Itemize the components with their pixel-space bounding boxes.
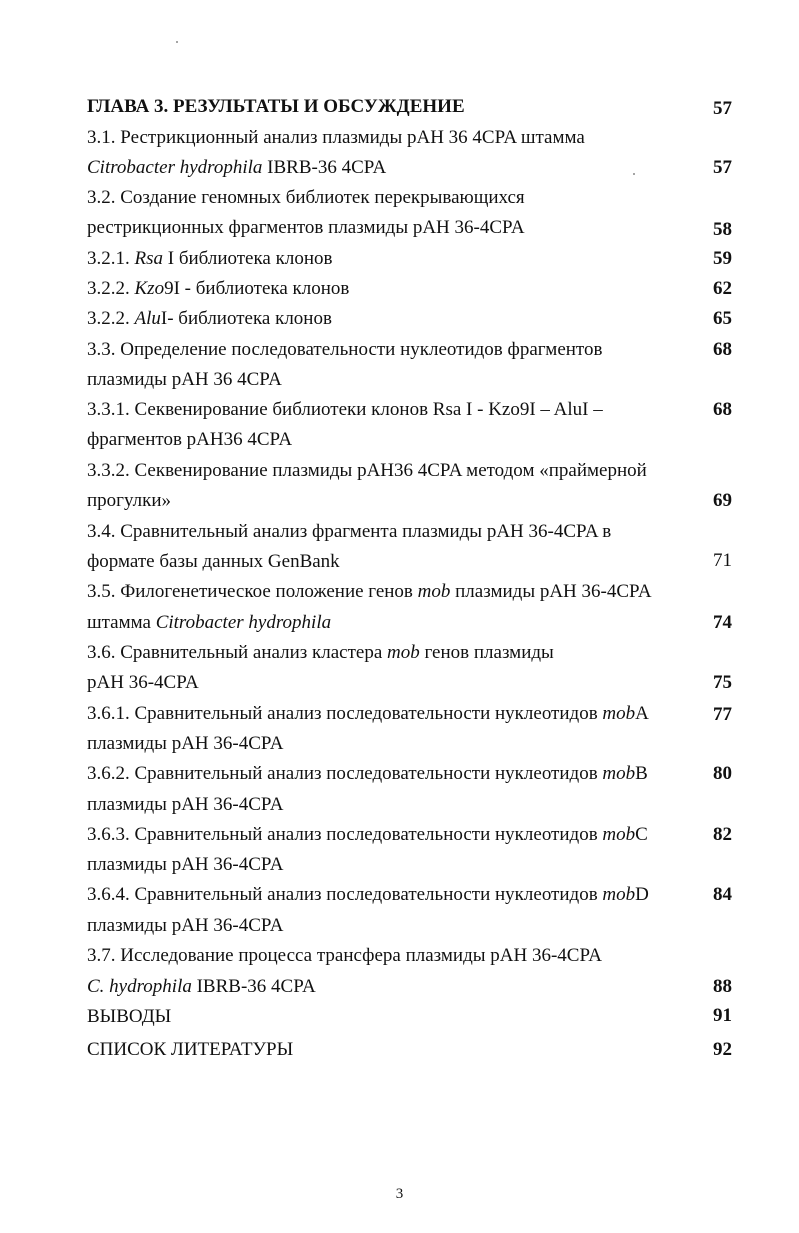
toc-page-number: 62 (713, 278, 732, 299)
toc-entry-text (87, 671, 687, 695)
toc-entry-text (87, 307, 687, 331)
toc-entry-label: фрагментов pAH36 4CPA (87, 429, 293, 450)
toc-entry-label: IBRB-36 4CPA (191, 976, 316, 997)
toc-page-number: 80 (713, 763, 732, 784)
toc-entry-text (87, 732, 687, 756)
toc-entry-text (87, 975, 687, 999)
toc-page-number: 74 (713, 612, 732, 633)
toc-entry-label: плазмиды pAH 36-4CPA (87, 915, 284, 936)
page-number: 3 (395, 1186, 404, 1202)
toc-entry-italic: mob (602, 884, 636, 905)
toc-entry-text (87, 550, 687, 574)
toc-entry-label: 3.3. Определение последовательности нуклеотидов фрагментов (87, 339, 603, 360)
toc-entry-text (87, 641, 687, 665)
toc-entry-italic: mob (387, 642, 420, 663)
toc-entry-text (87, 580, 687, 604)
toc-page-number: 65 (713, 308, 732, 329)
toc-entry-text (87, 883, 687, 907)
toc-entry-italic: mob (602, 763, 636, 784)
toc-page-number: 82 (713, 824, 732, 845)
toc-entry-label: 3.7. Исследование процесса трансфера плазмиды pAH 36-4CPA (87, 945, 603, 966)
toc-page-number: 71 (713, 550, 732, 571)
toc-page-number: 69 (713, 490, 732, 511)
toc-entry-text (87, 1005, 687, 1029)
toc-entry-italic: Citrobacter hydrophila (87, 157, 263, 178)
toc-entry-label: плазмиды pAH 36-4CPA (87, 794, 284, 815)
toc-entry-label: плазмиды pAH 36 4CPA (87, 369, 282, 390)
toc-entry-text (87, 277, 687, 301)
toc-entry-label: 3.3.1. Секвенирование библиотеки клонов Rsa I - Kzo9I – AluI – (87, 399, 603, 420)
toc-entry-text (87, 216, 687, 240)
toc-entry-text (87, 611, 687, 635)
toc-entry-text (87, 156, 687, 180)
toc-entry-text (87, 702, 687, 726)
toc-entry-italic: Rsa (134, 248, 163, 269)
toc-entry-label: I библиотека клонов (163, 248, 333, 269)
toc-entry-prefix: штамма (87, 612, 156, 633)
toc-entry-text (87, 247, 687, 271)
toc-entry-text (87, 95, 687, 119)
toc-entry-label: прогулки» (87, 490, 172, 511)
toc-entry-text (87, 914, 687, 938)
toc-page-number: 84 (713, 884, 732, 905)
toc-entry-label: ГЛАВА 3. РЕЗУЛЬТАТЫ И ОБСУЖДЕНИЕ (87, 96, 465, 117)
toc-entry-label: A (635, 703, 649, 724)
toc-entry-label: pAH 36-4CPA (87, 672, 199, 693)
toc-page-number: 88 (713, 976, 732, 997)
toc-entry-text (87, 1038, 687, 1062)
toc-entry-prefix: 3.6.3. Сравнительный анализ последовательности нуклеотидов (87, 824, 603, 845)
toc-entry-prefix: 3.6.4. Сравнительный анализ последовательности нуклеотидов (87, 884, 603, 905)
toc-entry-text (87, 853, 687, 877)
toc-entry-label: 3.4. Сравнительный анализ фрагмента плазмиды pAH 36-4CPA в (87, 521, 612, 542)
toc-page-number: 77 (713, 704, 732, 725)
toc-entry-label: плазмиды pAH 36-4CPA (87, 854, 284, 875)
toc-entry-italic: mob (602, 703, 636, 724)
toc-entry-text (87, 338, 687, 362)
toc-entry-label: рестрикционных фрагментов плазмиды pAH 36-4CPA (87, 217, 525, 238)
toc-entry-italic: Alu (134, 308, 161, 329)
toc-entry-prefix: 3.6. Сравнительный анализ кластера (87, 642, 388, 663)
toc-entry-italic: Kzo (134, 278, 165, 299)
toc-entry-text (87, 793, 687, 817)
toc-entry-prefix: 3.2.2. (87, 308, 135, 329)
toc-page-number: 68 (713, 399, 732, 420)
toc-page-number: 57 (713, 98, 732, 119)
toc-entry-text (87, 398, 687, 422)
toc-entry-text (87, 186, 687, 210)
toc-entry-label: D (635, 884, 649, 905)
toc-entry-label: 3.1. Рестрикционный анализ плазмиды pAH 36 4CPA штамма (87, 127, 585, 148)
toc-page-number: 68 (713, 339, 732, 360)
toc-entry-text (87, 126, 687, 150)
toc-entry-label: B (635, 763, 648, 784)
toc-entry-label: 3.3.2. Секвенирование плазмиды pAH36 4CPA методом «праймерной (87, 460, 647, 481)
toc-entry-prefix: 3.6.2. Сравнительный анализ последовательности нуклеотидов (87, 763, 603, 784)
toc-entry-prefix: 3.2.2. (87, 278, 135, 299)
toc-entry-text (87, 489, 687, 513)
toc-entry-label: 9I - библиотека клонов (164, 278, 350, 299)
toc-entry-prefix: 3.6.1. Сравнительный анализ последовательности нуклеотидов (87, 703, 603, 724)
toc-entry-italic: C. hydrophila (87, 976, 192, 997)
scan-speck (176, 41, 178, 43)
toc-entry-label: 3.2. Создание геномных библиотек перекрывающихся (87, 187, 525, 208)
toc-entry-label: плазмиды pAH 36-4CPA (87, 733, 284, 754)
toc-entry-text (87, 428, 687, 452)
toc-page-number: 92 (713, 1039, 732, 1060)
toc-entry-italic: mob (417, 581, 451, 602)
toc-entry-text (87, 368, 687, 392)
toc-entry-label: плазмиды pAH 36-4CPA (450, 581, 652, 602)
toc-page-number: 58 (713, 219, 732, 240)
toc-entry-label: СПИСОК ЛИТЕРАТУРЫ (87, 1039, 294, 1060)
toc-entry-label: I- библиотека клонов (160, 308, 332, 329)
toc-entry-label: генов плазмиды (419, 642, 554, 663)
toc-page-number: 75 (713, 672, 732, 693)
toc-entry-label: ВЫВОДЫ (87, 1006, 172, 1027)
toc-page-number: 59 (713, 248, 732, 269)
toc-entry-label: C (635, 824, 648, 845)
toc-entry-italic: mob (602, 824, 636, 845)
toc-entry-label: формате базы данных GenBank (87, 551, 340, 572)
toc-entry-text (87, 762, 687, 786)
toc-entry-text (87, 459, 687, 483)
toc-entry-text (87, 944, 687, 968)
toc-entry-prefix: 3.5. Филогенетическое положение генов (87, 581, 418, 602)
toc-entry-label: IBRB-36 4CPA (262, 157, 387, 178)
toc-entry-prefix: 3.2.1. (87, 248, 135, 269)
toc-entry-text (87, 520, 687, 544)
toc-entry-text (87, 823, 687, 847)
toc-page-number: 91 (713, 1005, 732, 1026)
toc-page-number: 57 (713, 157, 732, 178)
toc-entry-italic: Citrobacter hydrophila (155, 612, 332, 633)
